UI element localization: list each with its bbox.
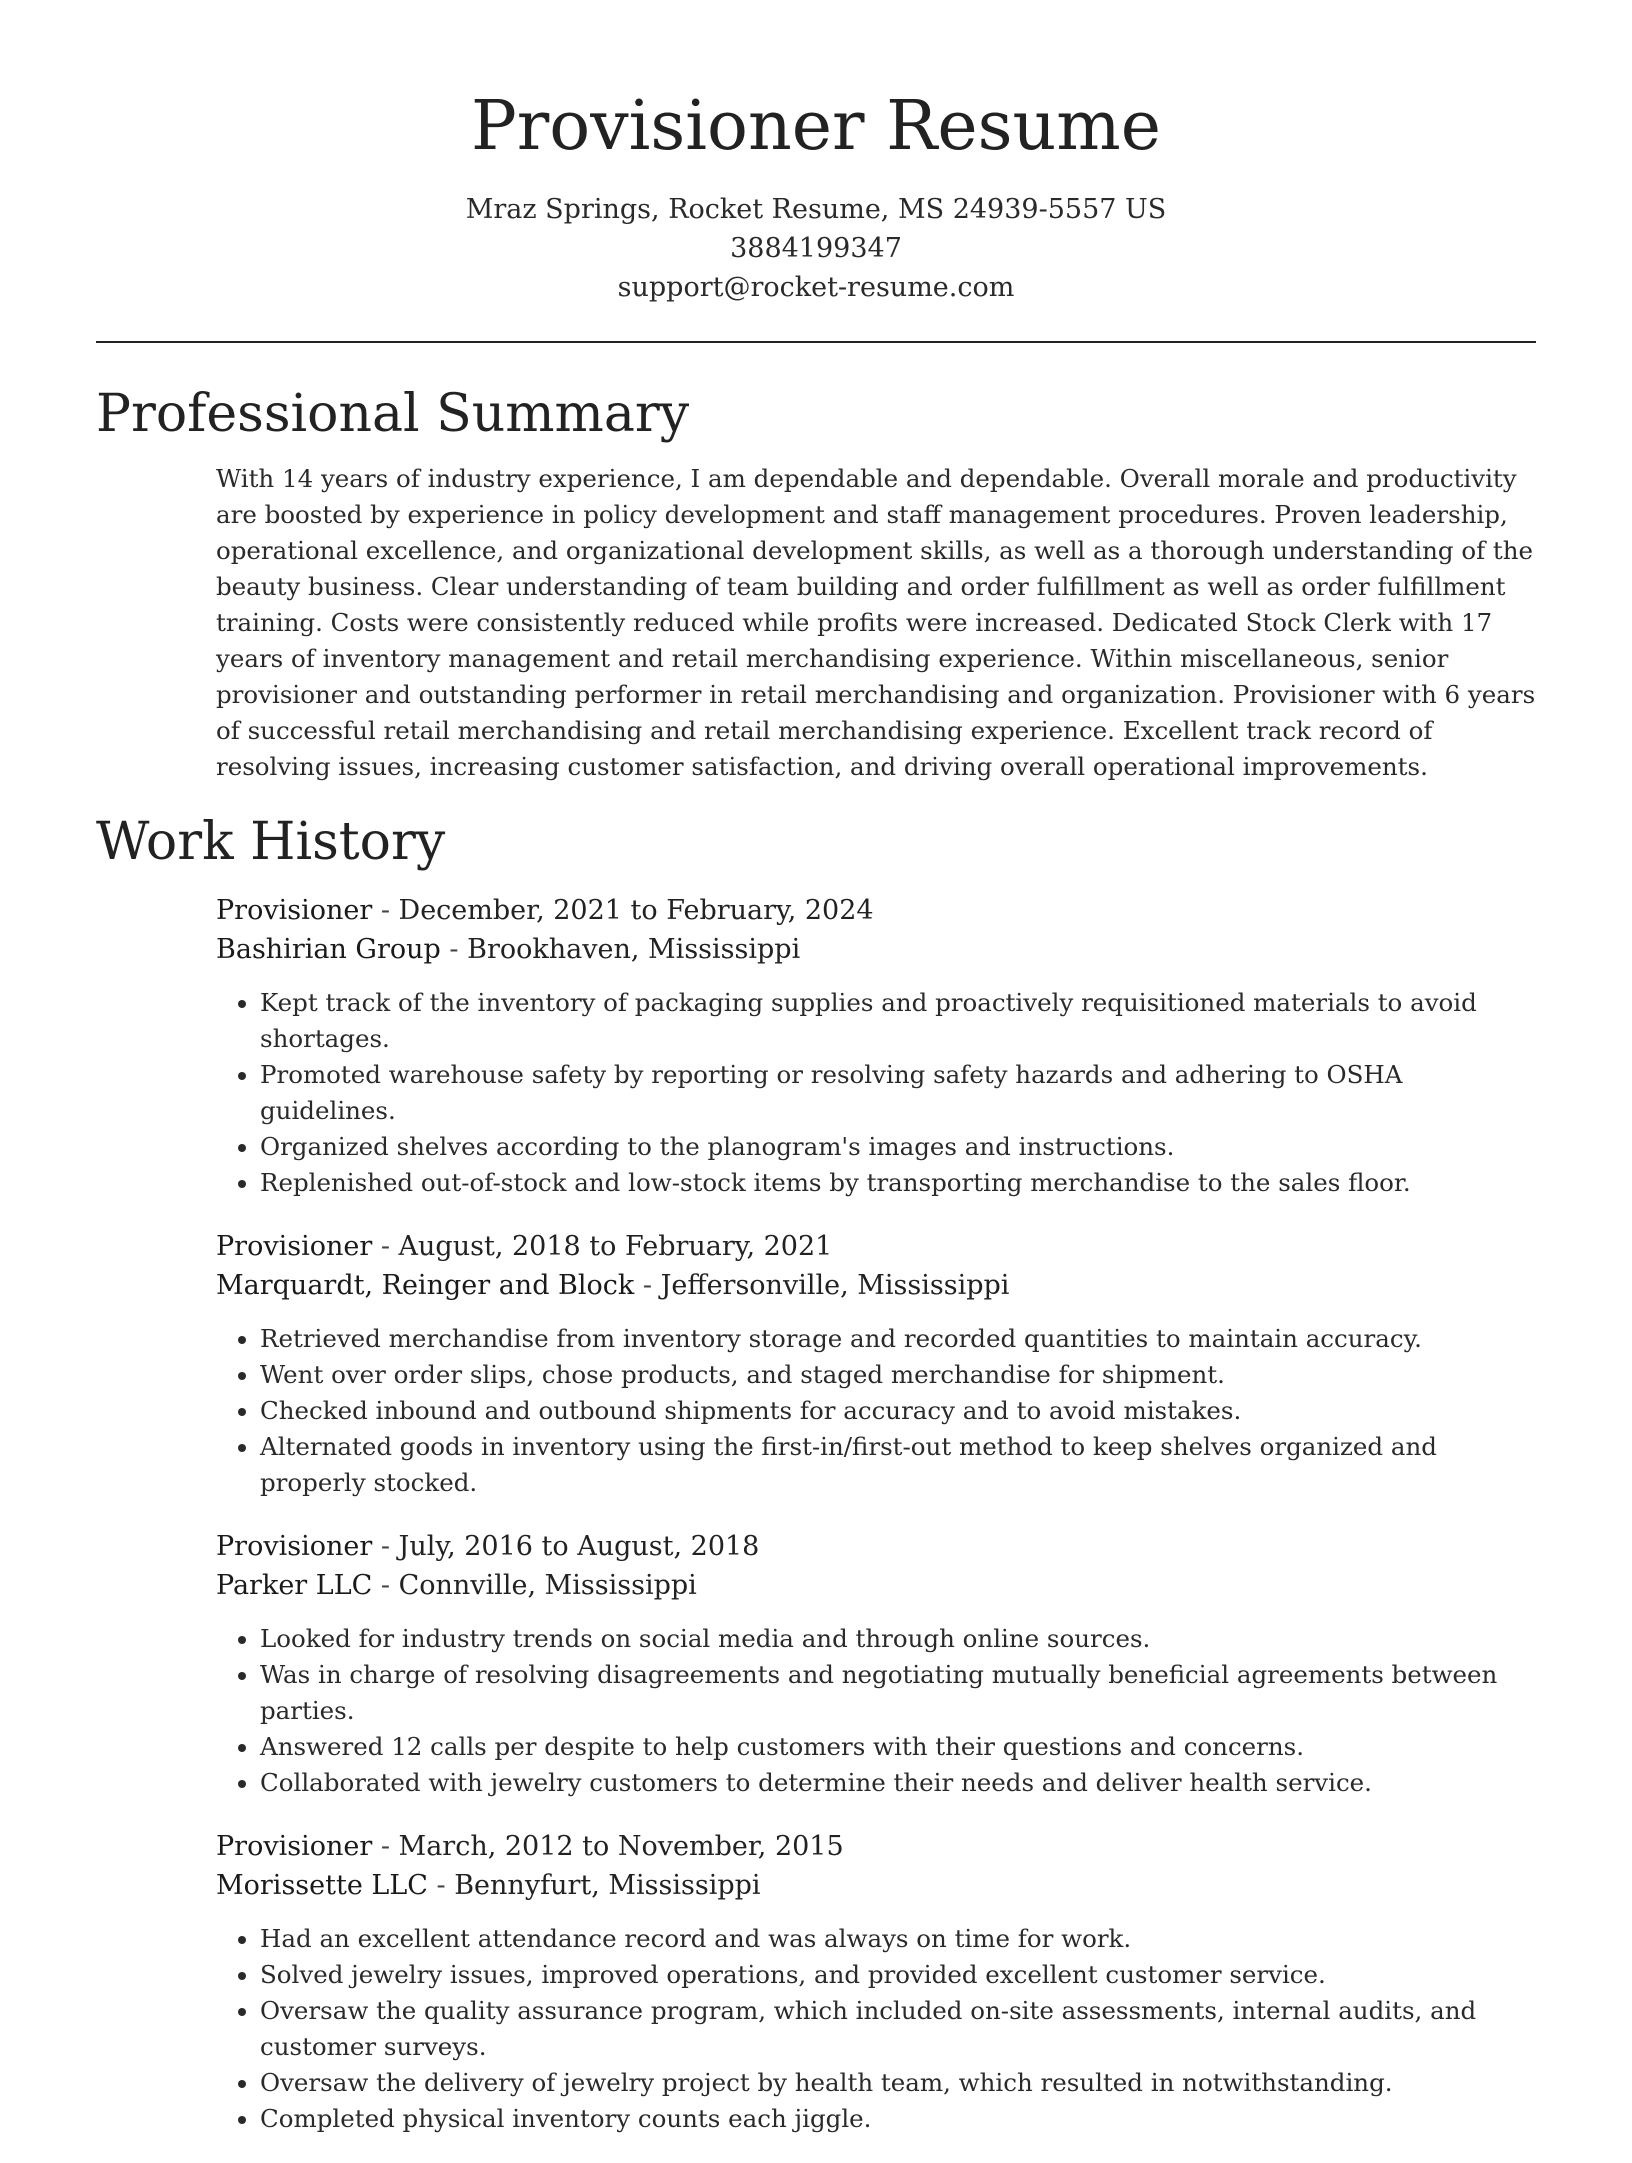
job-company: Morissette LLC	[216, 1870, 428, 1901]
duty-item: • Was in charge of resolving disagreements and negotiating mutually beneficial agreements between parties.	[260, 1657, 1546, 1729]
duty-item: • Went over order slips, chose products, and staged merchandise for shipment.	[260, 1357, 1546, 1393]
job-entry	[216, 891, 1546, 1201]
job-location: Jeffersonville, Mississippi	[660, 1270, 1010, 1301]
job-title: Provisioner	[216, 1531, 373, 1562]
job-dates: December, 2021 to February, 2024	[398, 895, 874, 926]
job-location: Bennyfurt, Mississippi	[454, 1870, 761, 1901]
job-company: Marquardt, Reinger and Block	[216, 1270, 635, 1301]
job-company-line: Parker LLC - Connville, Mississippi	[216, 1570, 697, 1601]
duty-item: • Had an excellent attendance record and was always on time for work.	[260, 1921, 1546, 1957]
job-title-line: Provisioner - December, 2021 to February, 2024	[216, 895, 874, 926]
job-location: Brookhaven, Mississippi	[467, 934, 801, 965]
duty-item: • Checked inbound and outbound shipments for accuracy and to avoid mistakes.	[260, 1393, 1546, 1429]
job-location: Connville, Mississippi	[398, 1570, 697, 1601]
job-title: Provisioner	[216, 1831, 373, 1862]
job-entry	[216, 1227, 1546, 1501]
duty-list	[216, 1321, 1546, 1501]
duty-item: • Organized shelves according to the planogram's images and instructions.	[260, 1129, 1546, 1165]
job-company: Bashirian Group	[216, 934, 441, 965]
job-company: Parker LLC	[216, 1570, 373, 1601]
job-title: Provisioner	[216, 895, 373, 926]
job-entry	[216, 1827, 1546, 2137]
job-dates: July, 2016 to August, 2018	[398, 1531, 760, 1562]
header-divider	[96, 341, 1536, 343]
work-history-heading: Work History	[96, 812, 446, 872]
resume-header	[0, 0, 1632, 307]
job-title-line: Provisioner - August, 2018 to February, 2021	[216, 1231, 833, 1262]
contact-address: Mraz Springs, Rocket Resume, MS 24939-5557 US	[465, 194, 1167, 225]
job-company-line: Bashirian Group - Brookhaven, Mississippi	[216, 934, 801, 965]
contact-phone: 3884199347	[730, 233, 902, 264]
job-company-line: Marquardt, Reinger and Block - Jeffersonville, Mississippi	[216, 1270, 1010, 1301]
duty-list	[216, 985, 1546, 1201]
duty-item: • Oversaw the delivery of jewelry project by health team, which resulted in notwithstanding.	[260, 2065, 1546, 2101]
duty-item: • Oversaw the quality assurance program, which included on-site assessments, internal audits, and customer surveys.	[260, 1993, 1546, 2065]
contact-email: support@rocket-resume.com	[617, 272, 1015, 303]
job-entry	[216, 1527, 1546, 1801]
job-company-line: Morissette LLC - Bennyfurt, Mississippi	[216, 1870, 761, 1901]
duty-item: • Completed physical inventory counts each jiggle.	[260, 2101, 1546, 2137]
resume-title: Provisioner Resume	[471, 87, 1161, 166]
summary-text: With 14 years of industry experience, I am dependable and dependable. Overall morale and productivity are boosted by experience in policy development and staff management procedures. Proven leadership, operational excellence, and organizational development skills, as well as a thorough understanding of the beauty business. Clear understanding of team building and order fulfillment as well as order fulfillment training. Costs were consistently reduced while profits were increased. Dedicated Stock Clerk with 17 years of inventory management and retail merchandising experience. Within miscellaneous, senior provisioner and outstanding performer in retail merchandising and organization. Provisioner with 6 years of successful retail merchandising and retail merchandising experience. Excellent track record of resolving issues, increasing customer satisfaction, and driving overall operational improvements.	[216, 464, 1536, 781]
job-title: Provisioner	[216, 1231, 373, 1262]
duty-item: • Looked for industry trends on social media and through online sources.	[260, 1621, 1546, 1657]
job-title-line: Provisioner - March, 2012 to November, 2015	[216, 1831, 844, 1862]
duty-item: • Solved jewelry issues, improved operations, and provided excellent customer service.	[260, 1957, 1546, 1993]
duty-item: • Collaborated with jewelry customers to determine their needs and deliver health service.	[260, 1765, 1546, 1801]
duty-item: • Answered 12 calls per despite to help customers with their questions and concerns.	[260, 1729, 1546, 1765]
job-title-line: Provisioner - July, 2016 to August, 2018	[216, 1531, 760, 1562]
summary-heading: Professional Summary	[96, 384, 690, 444]
duty-item: • Replenished out-of-stock and low-stock items by transporting merchandise to the sales floor.	[260, 1165, 1546, 1201]
duty-item: • Retrieved merchandise from inventory storage and recorded quantities to maintain accuracy.	[260, 1321, 1546, 1357]
duty-item: • Promoted warehouse safety by reporting or resolving safety hazards and adhering to OSHA guidelines.	[260, 1057, 1546, 1129]
duty-list	[216, 1921, 1546, 2137]
job-dates: March, 2012 to November, 2015	[398, 1831, 844, 1862]
duty-list	[216, 1621, 1546, 1801]
work-history-list	[216, 891, 1546, 2163]
contact-block	[0, 190, 1632, 307]
job-dates: August, 2018 to February, 2021	[398, 1231, 833, 1262]
duty-item: • Kept track of the inventory of packaging supplies and proactively requisitioned materials to avoid shortages.	[260, 985, 1546, 1057]
duty-item: • Alternated goods in inventory using the first-in/first-out method to keep shelves organized and properly stocked.	[260, 1429, 1546, 1501]
